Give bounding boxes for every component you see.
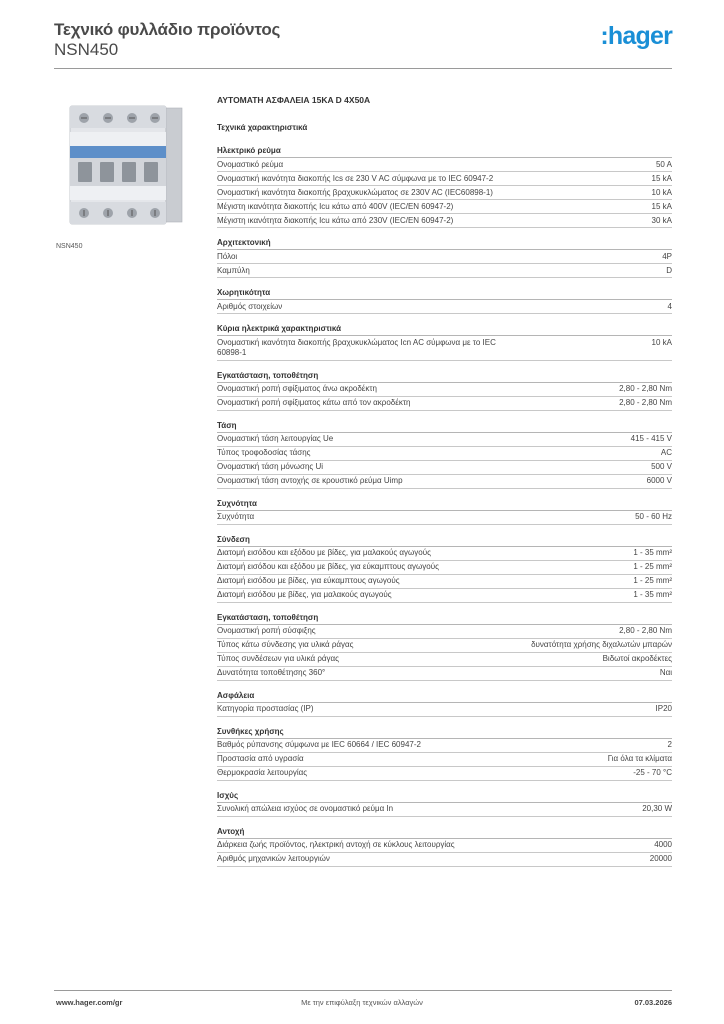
spec-section (217, 690, 672, 717)
section-title: Χωρητικότητα (217, 287, 672, 300)
section-title: Αντοχή (217, 826, 672, 839)
spec-label: Θερμοκρασία λειτουργίας (217, 768, 308, 777)
spec-value: 15 kA (651, 173, 672, 183)
footer-date: 07.03.2026 (634, 998, 672, 1007)
section-title: Τάση (217, 420, 672, 433)
spec-label: Καμπύλη (217, 265, 250, 275)
spec-value: AC (660, 448, 672, 457)
spec-value: 1 - 25 mm² (633, 576, 672, 585)
spec-row (217, 511, 672, 525)
spec-section (217, 287, 672, 314)
spec-label: Διατομή εισόδου με βίδες, για εύκαμπτους αγωγούς (217, 576, 400, 585)
spec-label: Ονομαστική ροπή σφίξιματος κάτω από τον ακροδέκτη (217, 398, 411, 407)
spec-label: Μέγιστη ικανότητα διακοπής Icu κάτω από 400V (IEC/EN 60947-2) (217, 201, 454, 211)
spec-row (217, 250, 672, 264)
spec-content (217, 95, 672, 876)
spec-row (217, 589, 672, 603)
spec-section (217, 498, 672, 525)
spec-label: Ονομαστική ροπή σφίξιματος άνω ακροδέκτη (217, 384, 377, 393)
spec-value: 1 - 25 mm² (633, 562, 672, 571)
section-title: Ασφάλεια (217, 690, 672, 703)
spec-value: 2,80 - 2,80 Nm (619, 626, 672, 635)
spec-row (217, 625, 672, 639)
footer-notice: Με την επιφύλαξη τεχνικών αλλαγών (301, 998, 423, 1007)
spec-value: IP20 (655, 704, 672, 713)
spec-value: 500 V (651, 462, 672, 471)
spec-row (217, 767, 672, 781)
spec-row (217, 803, 672, 817)
spec-row (217, 397, 672, 411)
spec-row (217, 461, 672, 475)
spec-section (217, 790, 672, 817)
section-title: Ηλεκτρικό ρεύμα (217, 145, 672, 158)
circuit-breaker-image (56, 96, 201, 236)
spec-label: Διατομή εισόδου με βίδες, για μαλακούς αγωγούς (217, 590, 392, 599)
spec-label: Τύπος τροφοδοσίας τάσης (217, 448, 311, 457)
spec-section (217, 420, 672, 489)
spec-row (217, 447, 672, 461)
header-divider (54, 68, 672, 69)
spec-label: Συνολική απώλεια ισχύος σε ονομαστικό ρεύμα In (217, 804, 394, 813)
spec-section (217, 145, 672, 228)
spec-row (217, 667, 672, 681)
spec-label: Ονομαστική τάση αντοχής σε κρουστικό ρεύμα Uimp (217, 476, 403, 485)
spec-row (217, 336, 672, 361)
spec-row (217, 639, 672, 653)
section-title: Ισχύς (217, 790, 672, 803)
spec-label: Τύπος κάτω σύνδεσης για υλικά ράγας (217, 640, 354, 649)
spec-label: Τύπος συνδέσεων για υλικά ράγας (217, 654, 339, 663)
spec-row (217, 853, 672, 867)
spec-value: 6000 V (646, 476, 672, 485)
spec-label: Ονομαστική τάση λειτουργίας Ue (217, 434, 334, 443)
spec-section (217, 826, 672, 867)
spec-value: 1 - 35 mm² (633, 590, 672, 599)
section-title: Σύνδεση (217, 534, 672, 547)
section-title: Συχνότητα (217, 498, 672, 511)
spec-label: Ονομαστική ικανότητα διακοπής βραχυκυκλώματος σε 230V AC (IEC60898-1) (217, 187, 493, 197)
footer-divider (54, 990, 672, 991)
spec-row (217, 433, 672, 447)
spec-section (217, 534, 672, 603)
spec-row (217, 214, 672, 228)
spec-row (217, 561, 672, 575)
spec-value: Ναι (659, 668, 672, 677)
spec-label: Αριθμός στοιχείων (217, 301, 283, 311)
spec-label: Διατομή εισόδου και εξόδου με βίδες, για εύκαμπτους αγωγούς (217, 562, 439, 571)
spec-label: Προστασία από υγρασία (217, 754, 304, 763)
spec-label: Ονομαστικό ρεύμα (217, 159, 284, 169)
spec-label: Ονομαστική ικανότητα διακοπής βραχυκυκλώματος Icn AC σύμφωνα με το IEC 60898-1 (217, 337, 496, 357)
spec-row (217, 753, 672, 767)
spec-label: Κατηγορία προστασίας (IP) (217, 704, 314, 713)
spec-value: Για όλα τα κλίματα (607, 754, 672, 763)
spec-value: 20,30 W (642, 804, 672, 813)
spec-row (217, 653, 672, 667)
document-title: Τεχνικό φυλλάδιο προϊόντος (54, 20, 281, 39)
section-title: Συνθήκες χρήσης (217, 726, 672, 739)
spec-row (217, 703, 672, 717)
spec-section (217, 237, 672, 278)
spec-label: Μέγιστη ικανότητα διακοπής Icu κάτω από 230V (IEC/EN 60947-2) (217, 215, 454, 225)
spec-row (217, 300, 672, 314)
spec-value: 2,80 - 2,80 Nm (619, 398, 672, 407)
spec-value: 30 kA (651, 215, 672, 225)
spec-row (217, 475, 672, 489)
section-title: Κύρια ηλεκτρικά χαρακτηριστικά (217, 323, 672, 336)
spec-value: 415 - 415 V (630, 434, 672, 443)
spec-row (217, 739, 672, 753)
spec-value: 2,80 - 2,80 Nm (619, 384, 672, 393)
spec-label: Πόλοι (217, 251, 238, 261)
spec-row (217, 547, 672, 561)
spec-value: -25 - 70 °C (633, 768, 672, 777)
spec-row (217, 839, 672, 853)
spec-value: D (666, 265, 672, 275)
section-title: Αρχιτεκτονική (217, 237, 672, 250)
spec-value: 10 kA (651, 337, 672, 347)
spec-value: 20000 (649, 854, 672, 863)
spec-section (217, 612, 672, 681)
section-title: Εγκατάσταση, τοποθέτηση (217, 370, 672, 383)
section-title: Εγκατάσταση, τοποθέτηση (217, 612, 672, 625)
spec-row (217, 186, 672, 200)
spec-value: 15 kA (651, 201, 672, 211)
spec-value: 2 (667, 740, 672, 749)
spec-row (217, 264, 672, 278)
spec-row (217, 158, 672, 172)
spec-value: δυνατότητα χρήσης διχαλωτών μπαρών (531, 640, 672, 649)
spec-label: Διάρκεια ζωής προϊόντος, ηλεκτρική αντοχή σε κύκλους λειτουργίας (217, 840, 455, 849)
spec-label: Βαθμός ρύπανσης σύμφωνα με IEC 60664 / IEC 60947-2 (217, 740, 421, 749)
spec-row (217, 172, 672, 186)
spec-section (217, 370, 672, 411)
product-code: NSN450 (54, 40, 119, 59)
footer-website-link[interactable]: www.hager.com/gr (56, 998, 123, 1007)
spec-section (217, 323, 672, 361)
spec-label: Διατομή εισόδου και εξόδου με βίδες, για μαλακούς αγωγούς (217, 548, 431, 557)
specs-heading: Τεχνικά χαρακτηριστικά (217, 123, 308, 132)
spec-value: 50 A (655, 159, 672, 169)
hager-logo[interactable]: :hager (600, 22, 672, 50)
spec-label: Συχνότητα (217, 512, 255, 521)
spec-row (217, 383, 672, 397)
spec-value: 4 (667, 301, 672, 311)
spec-value: Βιδωτοί ακροδέκτες (602, 654, 672, 663)
spec-label: Ονομαστική ροπή σύσφιξης (217, 626, 316, 635)
spec-value: 4000 (654, 840, 672, 849)
spec-value: 10 kA (651, 187, 672, 197)
product-title: ΑΥΤΟΜΑΤΗ ΑΣΦΑΛΕΙΑ 15KA D 4X50A (217, 95, 371, 105)
spec-label: Αριθμός μηχανικών λειτουργιών (217, 854, 330, 863)
spec-section (217, 726, 672, 781)
spec-row (217, 200, 672, 214)
spec-row (217, 575, 672, 589)
spec-value: 50 - 60 Hz (635, 512, 672, 521)
spec-sections (217, 145, 672, 867)
spec-value: 4P (662, 251, 672, 261)
spec-label: Δυνατότητα τοποθέτησης 360° (217, 668, 326, 677)
spec-value: 1 - 35 mm² (633, 548, 672, 557)
spec-label: Ονομαστική τάση μόνωσης Ui (217, 462, 324, 471)
image-caption: NSN450 (56, 243, 83, 250)
spec-label: Ονομαστική ικανότητα διακοπής Ics σε 230 V AC σύμφωνα με το IEC 60947-2 (217, 173, 494, 183)
